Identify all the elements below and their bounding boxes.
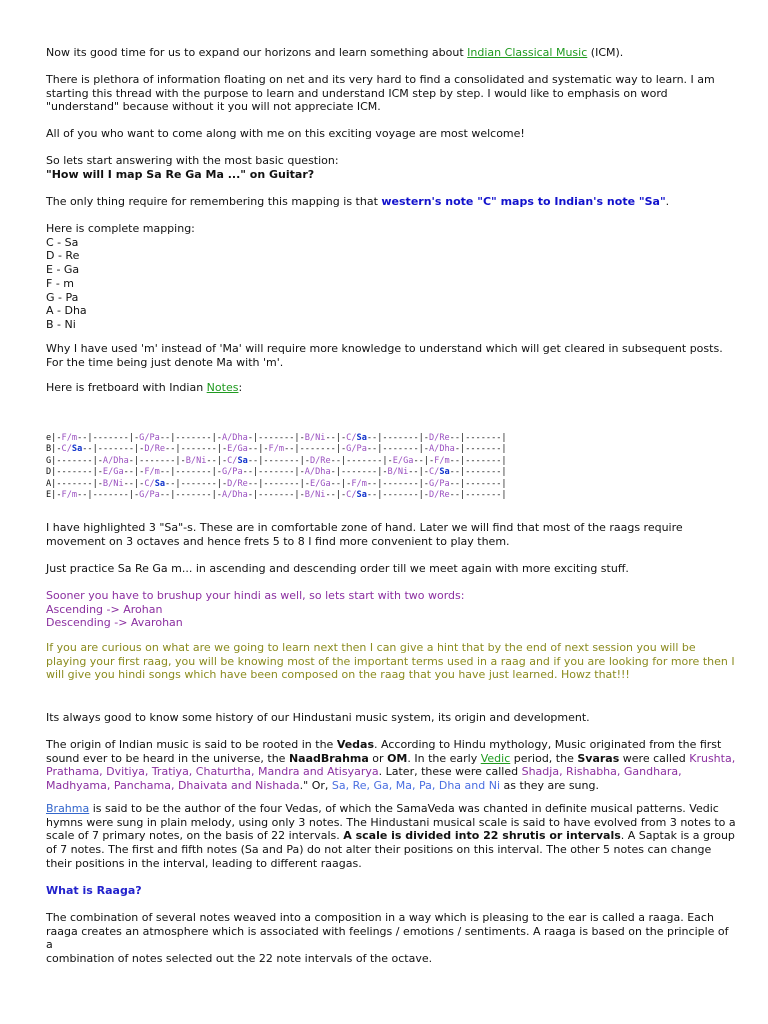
mapping-item: G - Pa bbox=[46, 290, 79, 304]
raaga-definition-paragraph: The combination of several notes weaved into a composition in a way which is pleasing to the ear is called a raaga. Each raaga creates an atmosphere which is associated with feelings / emotions / sentiments. A raaga is based on the principle of a combination of notes selected out the 22 note intervals of the octave. bbox=[46, 911, 729, 966]
mapping-rule-highlight: western's note "C" maps to Indian's note "Sa" bbox=[381, 195, 666, 208]
origin-paragraph: The origin of Indian music is said to be rooted in the Vedas. According to Hindu mythology, Music originated from the first sound ever to be heard in the universe, the NaadBrahma or OM. In the early Vedic period, the Svaras were called Krushta, Prathama, Dvitiya, Tratiya, Chaturtha, Mandra and Atisyarya. Later, these were called Shadja, Rishabha, Gandhara, Madhyama, Panchama, Dhaivata and Nishada." Or, Sa, Re, Ga, Ma, Pa, Dha and Ni as they are sung. bbox=[46, 738, 736, 793]
sa-highlight-paragraph: I have highlighted 3 "Sa"-s. These are in comfortable zone of hand. Later we will find that most of the raags require movement on 3 octaves and hence frets 5 to 8 I find more convenient to play them. bbox=[46, 521, 683, 548]
what-is-raaga-heading: What is Raaga? bbox=[46, 884, 142, 897]
vedic-link[interactable]: Vedic bbox=[480, 751, 511, 765]
fretboard-string-row: D|-------|-E/Ga--|-F/m--|-------|-G/Pa--|-------|-A/Dha-|-------|-B/Ni--|-C/Sa--|-------| bbox=[46, 467, 507, 478]
fretboard-intro: Here is fretboard with Indian Notes: bbox=[46, 381, 243, 394]
mapping-rule-paragraph: The only thing require for remembering this mapping is that western's note "C" maps to Indian's note "Sa". bbox=[46, 195, 670, 208]
question-paragraph: So lets start answering with the most basic question: "How will I map Sa Re Ga Ma ..." on Guitar? bbox=[46, 154, 736, 181]
history-intro-paragraph: Its always good to know some history of our Hindustani music system, its origin and development. bbox=[46, 711, 590, 724]
mapping-item: A - Dha bbox=[46, 304, 87, 318]
indian-classical-music-link[interactable]: Indian Classical Music bbox=[467, 46, 588, 59]
notes-link[interactable]: Notes bbox=[206, 381, 239, 394]
fretboard-tab bbox=[46, 433, 507, 501]
welcome-paragraph: All of you who want to come along with me on this exciting voyage are most welcome! bbox=[46, 127, 525, 140]
intro-paragraph: Now its good time for us to expand our horizons and learn something about Indian Classical Music (ICM). bbox=[46, 46, 624, 59]
fretboard-string-row: B|-C/Sa--|-------|-D/Re--|-------|-E/Ga--|-F/m--|-------|-G/Pa--|-------|-A/Dha-|-------| bbox=[46, 444, 507, 455]
fretboard-string-row: E|-F/m--|-------|-G/Pa--|-------|-A/Dha-|-------|-B/Ni--|-C/Sa--|-------|-D/Re--|-------| bbox=[46, 490, 507, 501]
mapping-item: E - Ga bbox=[46, 263, 80, 277]
purpose-paragraph: There is plethora of information floating on net and its very hard to find a consolidated and systematic way to learn. I am starting this thread with the purpose to learn and understand ICM step by step. I would like to emphasis on word "understand" because without it you will not appreciate ICM. bbox=[46, 73, 715, 114]
brahma-paragraph: Brahma is said to be the author of the four Vedas, of which the SamaVeda was chanted in definite musical patterns. Vedic hymns were sung in plain melody, using only 3 notes. The Hindustani musical scale is said to have evolved from 3 notes to a scale of 7 primary notes, on the basis of 22 intervals. A scale is divided into 22 shrutis or intervals. A Saptak is a group of 7 notes. The first and fifth notes (Sa and Pa) do not alter their positions on this interval. The other 5 notes can change their positions in the interval, leading to different raagas. bbox=[46, 802, 736, 870]
brahma-link[interactable]: Brahma bbox=[46, 802, 90, 815]
mapping-item: F - m bbox=[46, 276, 75, 290]
mapping-item: D - Re bbox=[46, 249, 80, 263]
main-question: "How will I map Sa Re Ga Ma ..." on Guitar? bbox=[46, 167, 315, 181]
mapping-list: Here is complete mapping: C - Sa D - Re E - Ga F - m G - Pa A - Dha B - Ni bbox=[46, 222, 736, 332]
next-session-paragraph: If you are curious on what are we going to learn next then I can give a hint that by the end of next session you will be playing your first raag, you will be knowing most of the important terms used in a raag and if you are looking for more then I will give you hindi songs which have been composed on the raag that you have just learned. Howz that!!! bbox=[46, 641, 735, 682]
fretboard-string-row: A|-------|-B/Ni--|-C/Sa--|-------|-D/Re--|-------|-E/Ga--|-F/m--|-------|-G/Pa--|-------| bbox=[46, 478, 507, 489]
hindi-words-paragraph: Sooner you have to brushup your hindi as well, so lets start with two words: Ascending -> Arohan Descending -> Avarohan bbox=[46, 589, 465, 630]
mapping-item: B - Ni bbox=[46, 317, 76, 331]
mapping-item: C - Sa bbox=[46, 235, 79, 249]
practice-paragraph: Just practice Sa Re Ga m... in ascending and descending order till we meet again with more exciting stuff. bbox=[46, 562, 629, 575]
ma-note-paragraph: Why I have used 'm' instead of 'Ma' will require more knowledge to understand which will get cleared in subsequent posts. For the time being just denote Ma with 'm'. bbox=[46, 342, 723, 369]
fretboard-string-row: e|-F/m--|-------|-G/Pa--|-------|-A/Dha-|-------|-B/Ni--|-C/Sa--|-------|-D/Re--|-------| bbox=[46, 433, 507, 443]
fretboard-string-row: G|-------|-A/Dha-|-------|-B/Ni--|-C/Sa--|-------|-D/Re--|-------|-E/Ga--|-F/m--|-------| bbox=[46, 455, 507, 466]
